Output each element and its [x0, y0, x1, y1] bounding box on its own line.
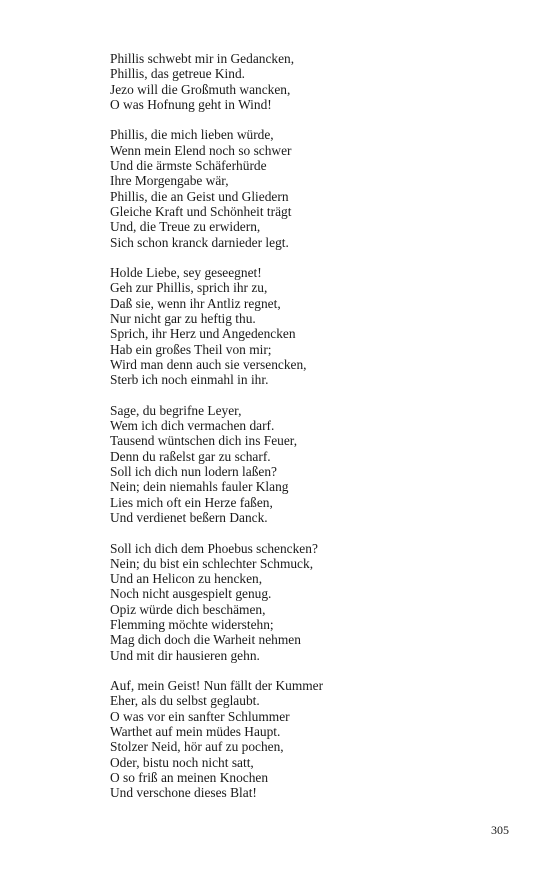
page-number: 305	[491, 823, 509, 837]
poem-line: Oder, bistu noch nicht satt,	[110, 754, 254, 770]
poem-line: Daß sie, wenn ihr Antliz regnet,	[110, 295, 281, 311]
poem-line: Und verdienet beßern Danck.	[110, 509, 268, 525]
poem-line: Sprich, ihr Herz und Angedencken	[110, 326, 296, 342]
poem-line: Geh zur Phillis, sprich ihr zu,	[110, 280, 268, 296]
poem-line: Soll ich dich nun lodern laßen?	[110, 464, 277, 480]
poem-line: Wem ich dich vermachen darf.	[110, 418, 275, 434]
poem-line: Denn du raßelst gar zu scharf.	[110, 448, 271, 464]
poem	[110, 51, 440, 816]
poem-line: Mag dich doch die Warheit nehmen	[110, 632, 301, 648]
stanza-3	[110, 265, 440, 387]
poem-line: Phillis schwebt mir in Gedancken,	[110, 51, 295, 66]
poem-line: Stolzer Neid, hör auf zu pochen,	[110, 739, 284, 755]
poem-line: Opiz würde dich beschämen,	[110, 601, 266, 617]
poem-line: Und die ärmste Schäferhürde	[110, 158, 267, 174]
poem-line: Und, die Treue zu erwidern,	[110, 219, 261, 235]
poem-line: Wird man denn auch sie versencken,	[110, 356, 307, 372]
poem-line: Holde Liebe, sey geseegnet!	[110, 265, 262, 281]
stanza-5	[110, 541, 440, 663]
poem-line: Ihre Morgengabe wär,	[110, 173, 229, 189]
poem-line: Gleiche Kraft und Schönheit trägt	[110, 203, 292, 219]
poem-line: Sage, du begrifne Leyer,	[110, 402, 242, 418]
poem-line: Hab ein großes Theil von mir;	[110, 341, 272, 357]
stanza-6	[110, 678, 440, 800]
poem-line: Sterb ich noch einmahl in ihr.	[110, 372, 269, 388]
poem-line: Soll ich dich dem Phoebus schencken?	[110, 540, 318, 556]
stanza-2	[110, 127, 440, 249]
poem-line: Nein; dein niemahls fauler Klang	[110, 479, 289, 495]
poem-line: Lies mich oft ein Herze faßen,	[110, 494, 273, 510]
poem-line: Warthet auf mein müdes Haupt.	[110, 724, 281, 740]
poem-line: Flemming möchte widerstehn;	[110, 616, 274, 632]
poem-line: Und an Helicon zu hencken,	[110, 571, 263, 587]
poem-line: Sich schon kranck darnieder legt.	[110, 234, 289, 250]
poem-line: Wenn mein Elend noch so schwer	[110, 142, 292, 158]
poem-line: O was vor ein sanfter Schlummer	[110, 708, 290, 724]
stanza-1	[110, 51, 440, 112]
poem-line: Tausend wüntschen dich ins Feuer,	[110, 433, 298, 449]
poem-line: Nur nicht gar zu heftig thu.	[110, 311, 256, 327]
poem-line: Phillis, die an Geist und Gliedern	[110, 188, 289, 204]
stanza-4	[110, 403, 440, 525]
poem-line: Und mit dir hausieren gehn.	[110, 647, 260, 663]
poem-line: Und verschone dieses Blat!	[110, 785, 257, 801]
poem-line: Noch nicht ausgespielt genug.	[110, 586, 272, 602]
poem-line: O so friß an meinen Knochen	[110, 769, 269, 785]
poem-line: Phillis, die mich lieben würde,	[110, 127, 274, 143]
poem-line: Nein; du bist ein schlechter Schmuck,	[110, 555, 314, 571]
poem-line: Jezo will die Großmuth wancken,	[110, 81, 291, 97]
poem-line: Eher, als du selbst geglaubt.	[110, 693, 260, 709]
poem-line: Auf, mein Geist! Nun fällt der Kummer	[110, 678, 324, 694]
poem-line: Phillis, das getreue Kind.	[110, 66, 246, 82]
poem-line: O was Hofnung geht in Wind!	[110, 96, 272, 112]
